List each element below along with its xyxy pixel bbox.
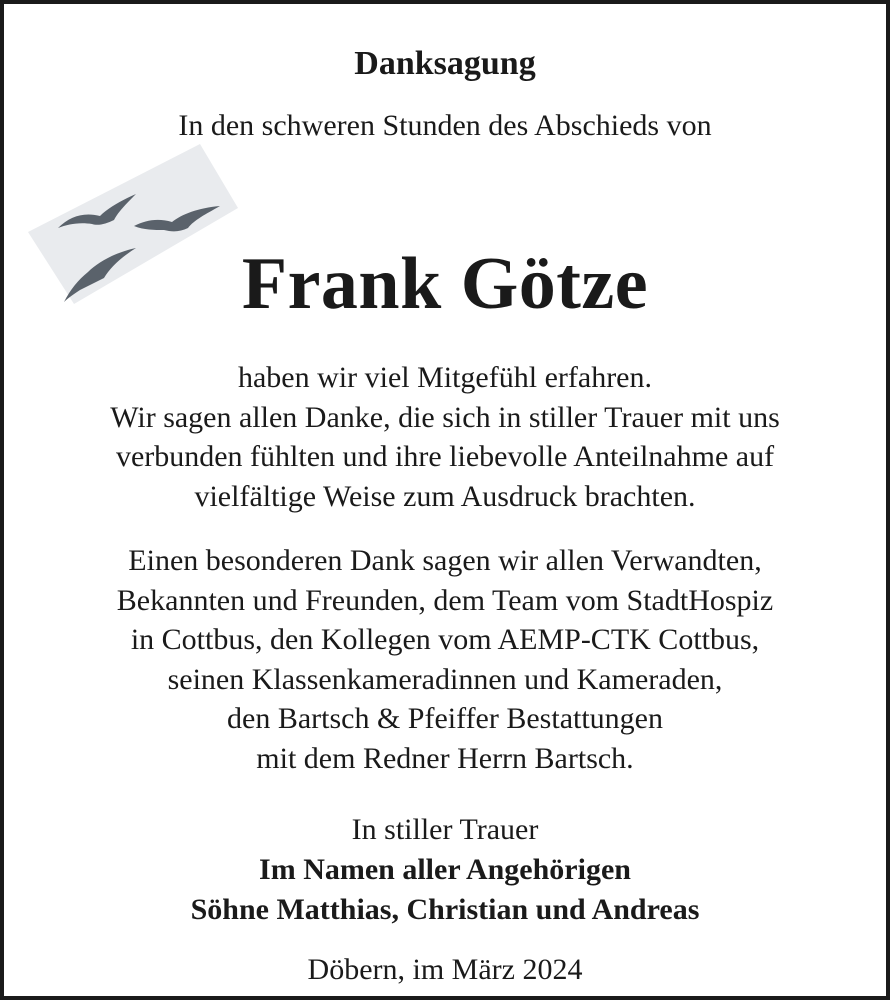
paragraph-line: Wir sagen allen Danke, die sich in stiller Trauer mit uns: [110, 400, 780, 434]
deceased-name: Frank Götze: [241, 243, 649, 325]
paragraph-line: seinen Klassenkameradinnen und Kameraden,: [167, 662, 723, 696]
special-thanks-paragraph: [4, 541, 886, 778]
intro-text: In den schweren Stunden des Abschieds von: [178, 109, 712, 142]
closing-text: In stiller Trauer: [351, 813, 539, 846]
paragraph-line: mit dem Redner Herrn Bartsch.: [256, 741, 634, 775]
paragraph-line: vielfältige Weise zum Ausdruck brachten.: [194, 479, 696, 513]
paragraph-line: verbunden fühlten und ihre liebevolle Anteilnahme auf: [115, 440, 775, 473]
paragraph-line: haben wir viel Mitgefühl erfahren.: [237, 361, 652, 394]
paragraph-line: Bekannten und Freunden, dem Team vom StadtHospiz: [116, 583, 774, 617]
signature-names: Söhne Matthias, Christian und Andreas: [190, 893, 700, 926]
notice-heading: Danksagung: [354, 45, 536, 82]
place-date: Döbern, im März 2024: [307, 953, 583, 986]
paragraph-line: den Bartsch & Pfeiffer Bestattungen: [227, 702, 663, 735]
paragraph-line: in Cottbus, den Kollegen vom AEMP-CTK Cottbus,: [130, 623, 760, 656]
paragraph-line: Einen besonderen Dank sagen wir allen Verwandten,: [128, 544, 762, 577]
closing-block: [4, 810, 886, 930]
signature-line: Im Namen aller Angehörigen: [259, 853, 631, 886]
thanks-paragraph: [4, 358, 886, 516]
